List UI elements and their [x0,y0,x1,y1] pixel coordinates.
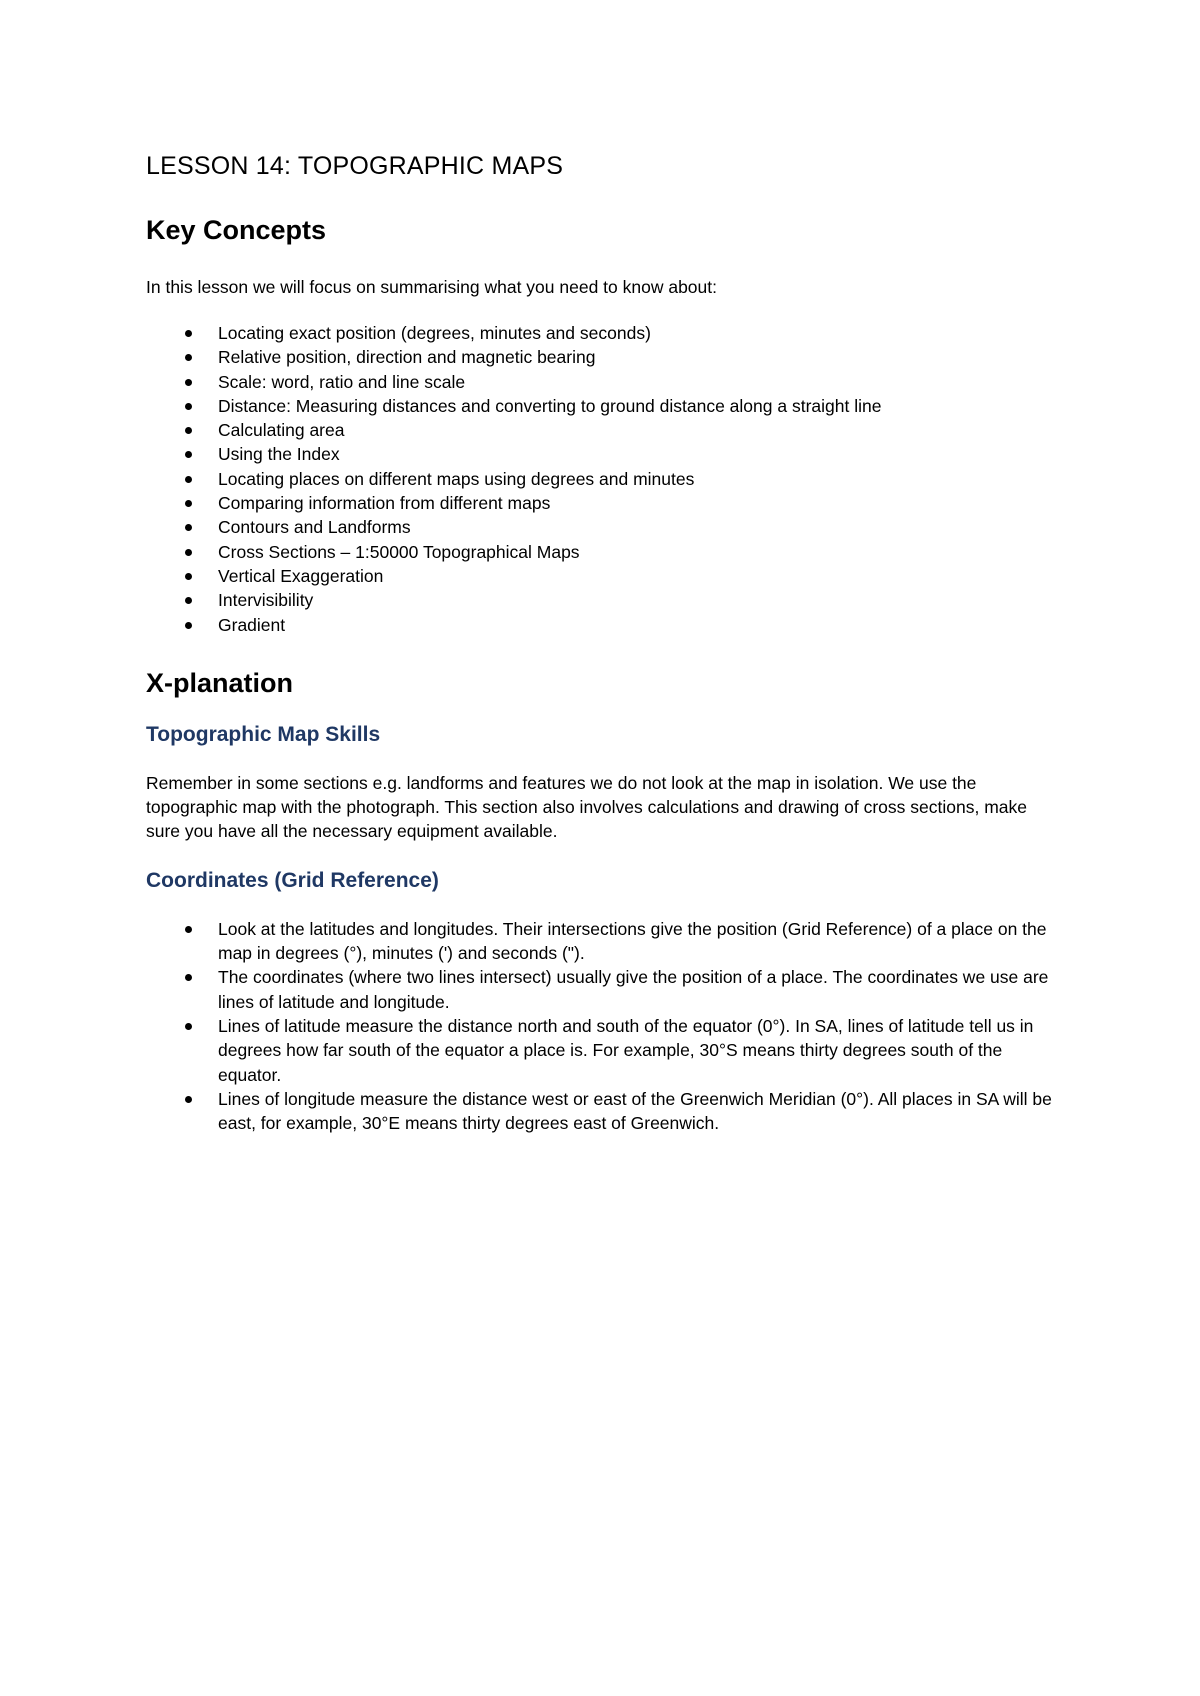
bullet-icon [185,974,192,981]
document-content [146,148,1056,1136]
list-item [146,564,1056,588]
bullet-icon [185,1023,192,1030]
list-item-text: Comparing information from different maps [218,493,551,514]
list-item-text: Using the Index [218,444,340,465]
list-item-text: Locating exact position (degrees, minutes and seconds) [218,323,651,343]
list-item [146,515,1056,539]
list-item [146,917,1056,966]
list-item [146,442,1056,466]
bullet-icon [185,622,192,629]
list-item [146,540,1056,564]
bullet-icon [185,573,192,580]
coordinates-list [146,917,1056,1136]
list-item-text: Lines of latitude measure the distance north and south of the equator (0°). In SA, lines of latitude tell us in degrees how far south of the equator a place is. For example, 30°S means thirty degrees south of the equator. [218,1016,1034,1085]
list-item-text: Lines of longitude measure the distance west or east of the Greenwich Meridian (0°). All places in SA will be east, for example, 30°E means thirty degrees east of Greenwich. [218,1088,1052,1134]
topographic-map-skills-paragraph: Remember in some sections e.g. landforms and features we do not look at the map in isolation. We use the topographic map with the photograph. This section also involves calculations and drawing of cross sections, make sure you have all the necessary equipment available. [146,772,1027,841]
bullet-icon [185,597,192,604]
list-item [146,1014,1056,1087]
list-item [146,467,1056,491]
list-item [146,394,1056,418]
key-concepts-list [146,321,1056,637]
xplanation-heading: X-planation [146,667,293,698]
list-item-text: Contours and Landforms [218,517,411,538]
bullet-icon [185,549,192,556]
bullet-icon [185,524,192,531]
list-item [146,345,1056,369]
list-item-text: Distance: Measuring distances and converting to ground distance along a straight line [218,395,882,416]
key-concepts-intro: In this lesson we will focus on summarising what you need to know about: [146,277,717,297]
list-item [146,613,1056,637]
bullet-icon [185,451,192,458]
list-item [146,321,1056,345]
list-item [146,588,1056,612]
bullet-icon [185,926,192,933]
list-item-text: Relative position, direction and magnetic bearing [218,347,596,368]
bullet-icon [185,427,192,434]
list-item [146,491,1056,515]
bullet-icon [185,354,192,361]
list-item-text: Calculating area [218,420,345,441]
bullet-icon [185,500,192,507]
list-item-text: The coordinates (where two lines intersect) usually give the position of a place. The coordinates we use are lines of latitude and longitude. [218,967,1049,1012]
list-item-text: Scale: word, ratio and line scale [218,371,466,392]
list-item [146,418,1056,442]
lesson-title: LESSON 14: TOPOGRAPHIC MAPS [146,152,564,180]
list-item-text: Vertical Exaggeration [218,565,384,586]
topographic-map-skills-heading: Topographic Map Skills [146,722,381,746]
bullet-icon [185,1096,192,1103]
list-item [146,1087,1056,1136]
list-item [146,370,1056,394]
list-item [146,965,1056,1014]
coordinates-heading: Coordinates (Grid Reference) [146,868,439,892]
list-item-text: Look at the latitudes and longitudes. Their intersections give the position (Grid Reference) of a place on the map in degrees (°), minutes (') and seconds ("). [218,918,1047,964]
bullet-icon [185,379,192,386]
key-concepts-heading: Key Concepts [146,215,327,245]
list-item-text: Cross Sections – 1:50000 Topographical Maps [218,541,580,562]
bullet-icon [185,330,192,337]
list-item-text: Locating places on different maps using degrees and minutes [218,468,695,489]
bullet-icon [185,476,192,483]
list-item-text: Gradient [218,614,286,635]
list-item-text: Intervisibility [218,590,314,611]
bullet-icon [185,403,192,410]
